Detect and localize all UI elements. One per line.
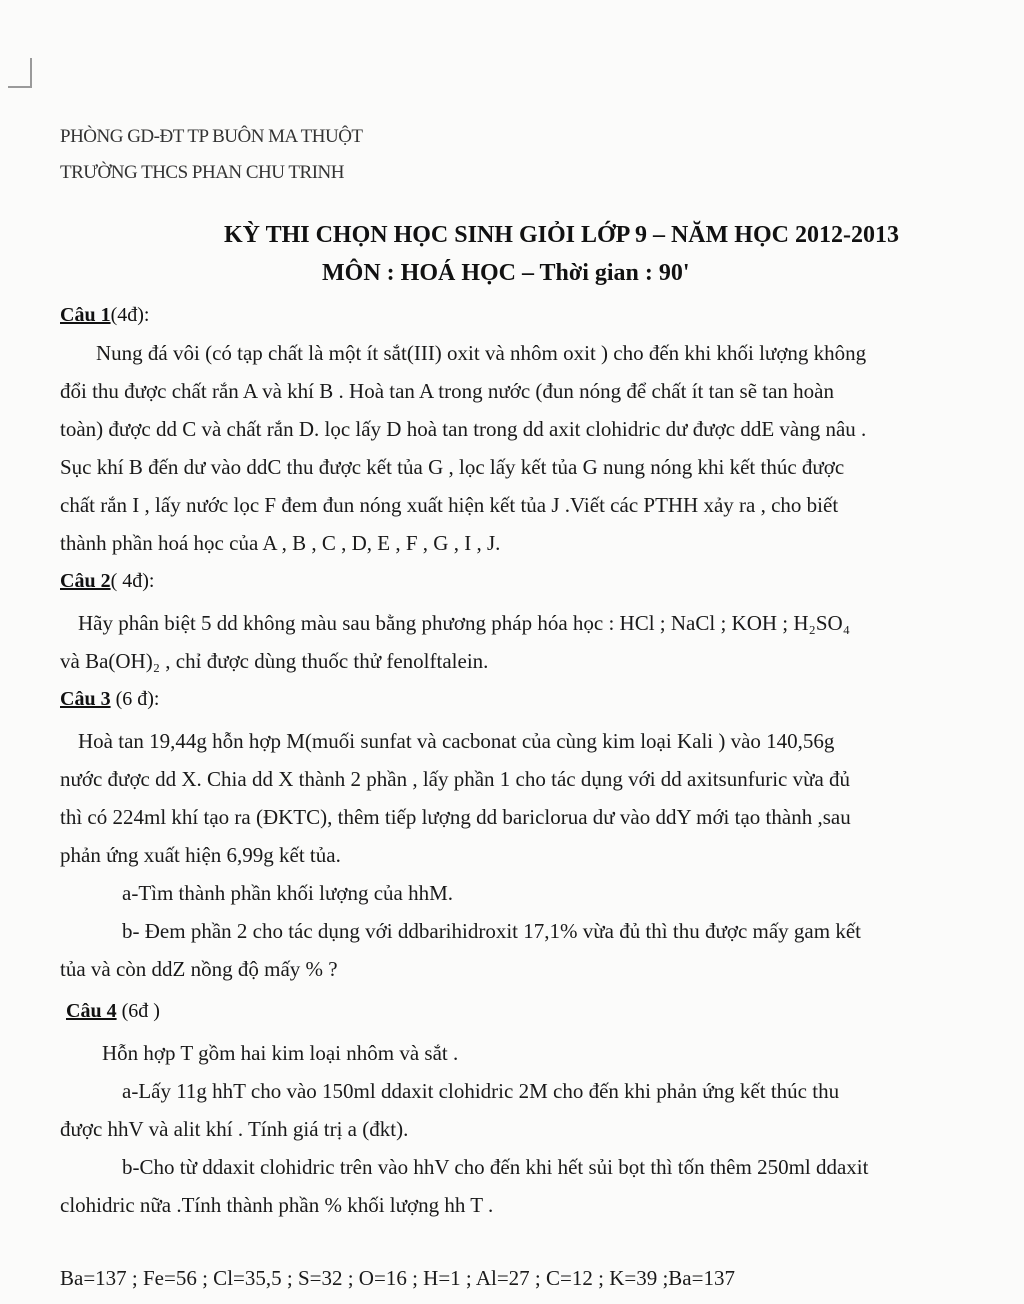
question-3-points: (6 đ): bbox=[115, 688, 160, 710]
question-3-line: b- Đem phần 2 cho tác dụng với ddbarihidroxit 17,1% vừa đủ thì thu được mấy gam kết bbox=[122, 919, 861, 943]
question-1-line: đổi thu được chất rắn A và khí B . Hoà tan A trong nước (đun nóng để chất ít tan sẽ tan hoàn bbox=[60, 379, 834, 403]
question-4-line: a-Lấy 11g hhT cho vào 150ml ddaxit clohidric 2M cho đến khi phản ứng kết thúc thu bbox=[122, 1079, 840, 1103]
question-3-body bbox=[60, 722, 1000, 988]
question-3-label: Câu 3 bbox=[60, 688, 111, 710]
question-2-heading bbox=[60, 570, 154, 593]
question-2-points: ( 4đ): bbox=[110, 570, 155, 592]
question-1-line: Sục khí B đến dư vào ddC thu được kết tủa G , lọc lấy kết tủa G nung nóng khi kết thúc được bbox=[60, 455, 845, 479]
question-4-line: Hỗn hợp T gồm hai kim loại nhôm và sắt . bbox=[102, 1041, 459, 1065]
question-4-label: Câu 4 bbox=[66, 1000, 117, 1022]
question-3-line: phản ứng xuất hiện 6,99g kết tủa. bbox=[60, 843, 341, 867]
question-2-line: và Ba(OH)₂ , chỉ được dùng thuốc thử fenolftalein. bbox=[60, 649, 489, 673]
question-1-points: (4đ): bbox=[110, 304, 150, 326]
question-3-heading bbox=[60, 688, 159, 711]
question-1-label: Câu 1 bbox=[60, 304, 111, 326]
exam-subtitle: MÔN : HOÁ HỌC – Thời gian : 90' bbox=[322, 260, 690, 286]
question-1-body bbox=[60, 334, 1000, 562]
question-1-line: Nung đá vôi (có tạp chất là một ít sắt(III) oxit và nhôm oxit ) cho đến khi khối lượng không bbox=[96, 341, 867, 365]
header-school: TRƯỜNG THCS PHAN CHU TRINH bbox=[60, 162, 344, 183]
question-2-label: Câu 2 bbox=[60, 570, 111, 592]
question-3-line: nước được dd X. Chia dd X thành 2 phần , lấy phần 1 cho tác dụng với dd axitsunfuric vừa đủ bbox=[60, 767, 851, 791]
question-3-line: thì có 224ml khí tạo ra (ĐKTC), thêm tiếp lượng dd bariclorua dư vào ddY mới tạo thành ,sau bbox=[60, 805, 851, 829]
question-3-line: tủa và còn ddZ nồng độ mấy % ? bbox=[60, 957, 338, 981]
exam-title: KỲ THI CHỌN HỌC SINH GIỎI LỚP 9 – NĂM HỌC 2012-2013 bbox=[224, 222, 899, 248]
question-4-body bbox=[60, 1034, 1000, 1224]
corner-crop-mark bbox=[8, 58, 32, 88]
question-1-heading bbox=[60, 304, 149, 327]
question-4-heading bbox=[66, 1000, 160, 1023]
question-3-line: a-Tìm thành phần khối lượng của hhM. bbox=[122, 881, 454, 905]
question-2-body bbox=[60, 604, 1000, 680]
question-1-line: chất rắn I , lấy nước lọc F đem đun nóng xuất hiện kết tủa J .Viết các PTHH xảy ra , cho biết bbox=[60, 493, 839, 517]
question-2-line: Hãy phân biệt 5 dd không màu sau bằng phương pháp hóa học : HCl ; NaCl ; KOH ; H₂SO₄ bbox=[78, 611, 851, 635]
question-4-line: được hhV và alit khí . Tính giá trị a (đkt). bbox=[60, 1117, 409, 1141]
question-4-line: clohidric nữa .Tính thành phần % khối lượng hh T . bbox=[60, 1193, 494, 1217]
header-department: PHÒNG GD-ĐT TP BUÔN MA THUỘT bbox=[60, 126, 363, 147]
question-1-line: thành phần hoá học của A , B , C , D, E , F , G , I , J. bbox=[60, 531, 501, 555]
question-1-line: toàn) được dd C và chất rắn D. lọc lấy D hoà tan trong dd axit clohidric dư được ddE vàng nâu . bbox=[60, 417, 867, 441]
question-4-points: (6đ ) bbox=[121, 1000, 160, 1022]
question-4-line: b-Cho từ ddaxit clohidric trên vào hhV cho đến khi hết sủi bọt thì tốn thêm 250ml ddaxit bbox=[122, 1155, 869, 1179]
atomic-masses-footer: Ba=137 ; Fe=56 ; Cl=35,5 ; S=32 ; O=16 ; H=1 ; Al=27 ; C=12 ; K=39 ;Ba=137 bbox=[60, 1266, 735, 1290]
question-3-line: Hoà tan 19,44g hỗn hợp M(muối sunfat và cacbonat của cùng kim loại Kali ) vào 140,56g bbox=[78, 729, 835, 753]
